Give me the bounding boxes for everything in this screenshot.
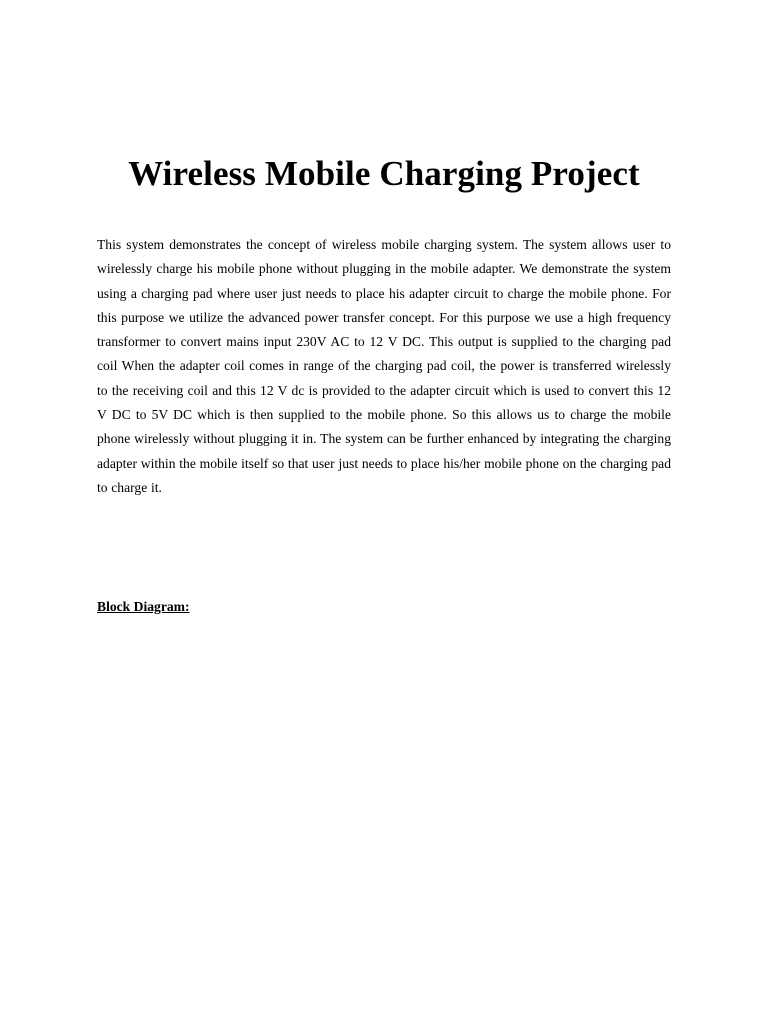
block-diagram-heading: Block Diagram: bbox=[97, 599, 190, 614]
document-title: Wireless Mobile Charging Project bbox=[128, 154, 640, 193]
body-paragraph: This system demonstrates the concept of wireless mobile charging system. The system allows user to wirelessly charge his mobile phone without plugging in the mobile adapter. We demonstrate the system using a charging pad where user just needs to place his adapter circuit to charge the mobile phone. For this purpose we utilize the advanced power transfer concept. For this purpose we use a high frequency transformer to convert mains input 230V AC to 12 V DC. This output is supplied to the charging pad coil When the adapter coil comes in range of the charging pad coil, the power is transferred wirelessly to the receiving coil and this 12 V dc is provided to the adapter circuit which is used to convert this 12 V DC to 5V DC which is then supplied to the mobile phone. So this allows us to charge the mobile phone wirelessly without plugging it in. The system can be further enhanced by integrating the charging adapter within the mobile itself so that user just needs to place his/her mobile phone on the charging pad to charge it. bbox=[97, 237, 671, 495]
